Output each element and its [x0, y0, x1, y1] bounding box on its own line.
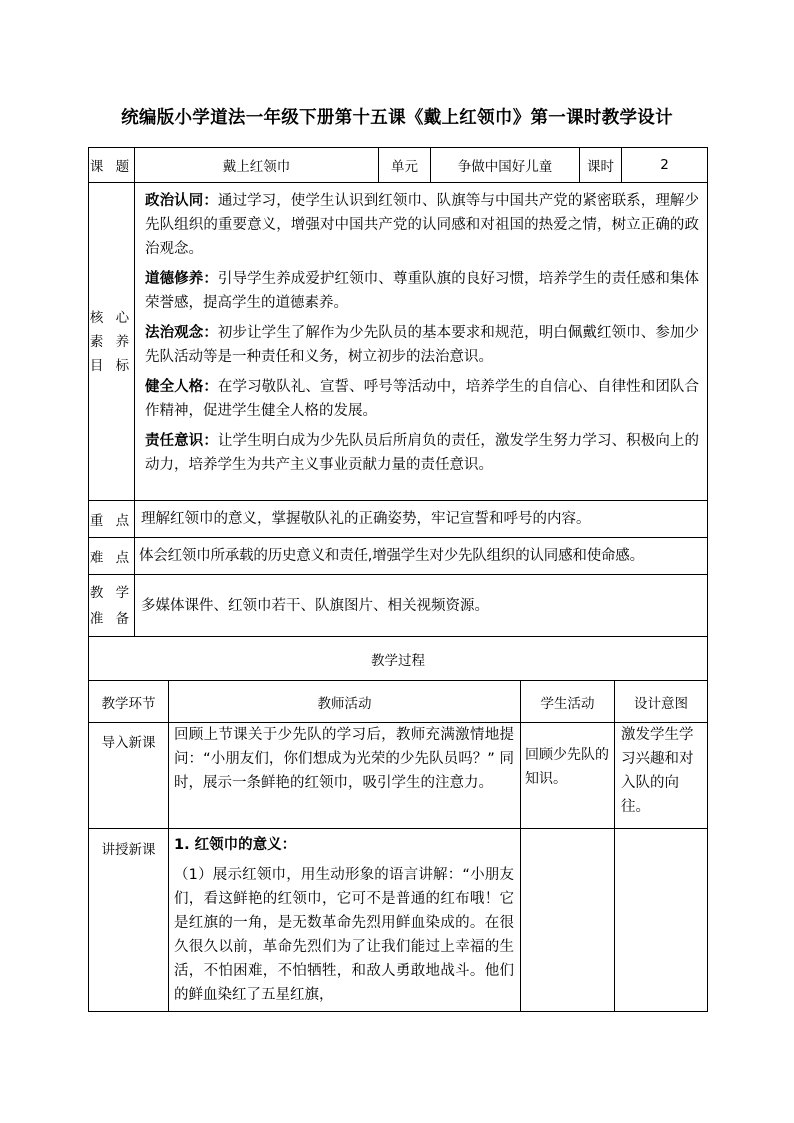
goal-item: 责任意识：让学生明白成为少先队员后所肩负的责任，激发学生努力学习、积极向上的动力，培养学生为共产主义事业贡献力量的责任意识。	[145, 433, 699, 473]
stage-intro: 导入新课	[89, 723, 169, 829]
hours-label: 课时	[580, 148, 622, 183]
goal-item: 健全人格：在学习敬队礼、宣誓、呼号等活动中，培养学生的自信心、自律性和团队合作精神，促进学生健全人格的发展。	[145, 379, 699, 419]
hours-value: 2	[622, 148, 708, 183]
preparation-text: 多媒体课件、红领巾若干、队旗图片、相关视频资源。	[135, 575, 708, 637]
section-heading: 1. 红领巾的意义：	[174, 837, 297, 853]
col-header-stage: 教学环节	[89, 681, 169, 723]
teacher-activity-intro: 回顾上节课关于少先队的学习后，教师充满激情地提问：“小朋友们，你们想成为光荣的少先队员吗？” 同时，展示一条鲜艳的红领巾，吸引学生的注意力。	[169, 723, 521, 829]
unit-label: 单元	[379, 148, 431, 183]
process-table	[88, 680, 708, 1012]
goal-item: 政治认同：通过学习，使学生认识到红领巾、队旗等与中国共产党的紧密联系，理解少先队组织的重要意义，增强对中国共产党的认同感和对祖国的热爱之情，树立正确的政治观念。	[145, 193, 699, 257]
goals-label: 核 心 素 养 目 标	[89, 183, 135, 501]
student-activity-intro: 回顾少先队的知识。	[521, 723, 615, 829]
lesson-value: 戴上红领巾	[135, 148, 379, 183]
col-header-intent: 设计意图	[615, 681, 708, 723]
process-title: 教学过程	[89, 637, 708, 681]
goal-item: 法治观念：初步让学生了解作为少先队员的基本要求和规范，明白佩戴红领巾、参加少先队活动等是一种责任和义务，树立初步的法治意识。	[145, 325, 699, 365]
document-title: 统编版小学道法一年级下册第十五课《戴上红领巾》第一课时教学设计	[121, 108, 673, 128]
difficulties-label: 难 点	[89, 538, 135, 575]
col-header-student: 学生活动	[521, 681, 615, 723]
teacher-activity-new-lesson	[169, 829, 521, 1012]
design-intent-intro: 激发学生学习兴趣和对入队的向往。	[615, 723, 708, 829]
goal-item: 道德修养：引导学生养成爱护红领巾、尊重队旗的良好习惯，培养学生的责任感和集体荣誉感，提高学生的道德素养。	[145, 271, 699, 311]
core-goals	[135, 183, 708, 501]
preparation-label: 教 学 准 备	[89, 575, 135, 637]
stage-new-lesson: 讲授新课	[89, 829, 169, 1012]
teacher-activity-text: （1）展示红领巾，用生动形象的语言讲解：“小朋友们，看这鲜艳的红领巾，它可不是普通的红布哦！它是红旗的一角，是无数革命先烈用鲜血染成的。在很久很久以前，革命先烈们为了让我们能过上幸福的生活，不怕困难，不怕牺牲，和敌人勇敢地战斗。他们的鲜血染红了五星红旗，	[174, 867, 514, 1003]
key-points-text: 理解红领巾的意义，掌握敬队礼的正确姿势，牢记宣誓和呼号的内容。	[135, 501, 708, 538]
student-activity-new-lesson	[521, 829, 615, 1012]
lesson-info-table	[88, 147, 708, 681]
difficulties-text: 体会红领巾所承载的历史意义和责任,增强学生对少先队组织的认同感和使命感。	[135, 538, 708, 575]
lesson-label: 课 题	[89, 148, 135, 183]
col-header-teacher: 教师活动	[169, 681, 521, 723]
design-intent-new-lesson	[615, 829, 708, 1012]
unit-value: 争做中国好儿童	[431, 148, 580, 183]
key-points-label: 重 点	[89, 501, 135, 538]
